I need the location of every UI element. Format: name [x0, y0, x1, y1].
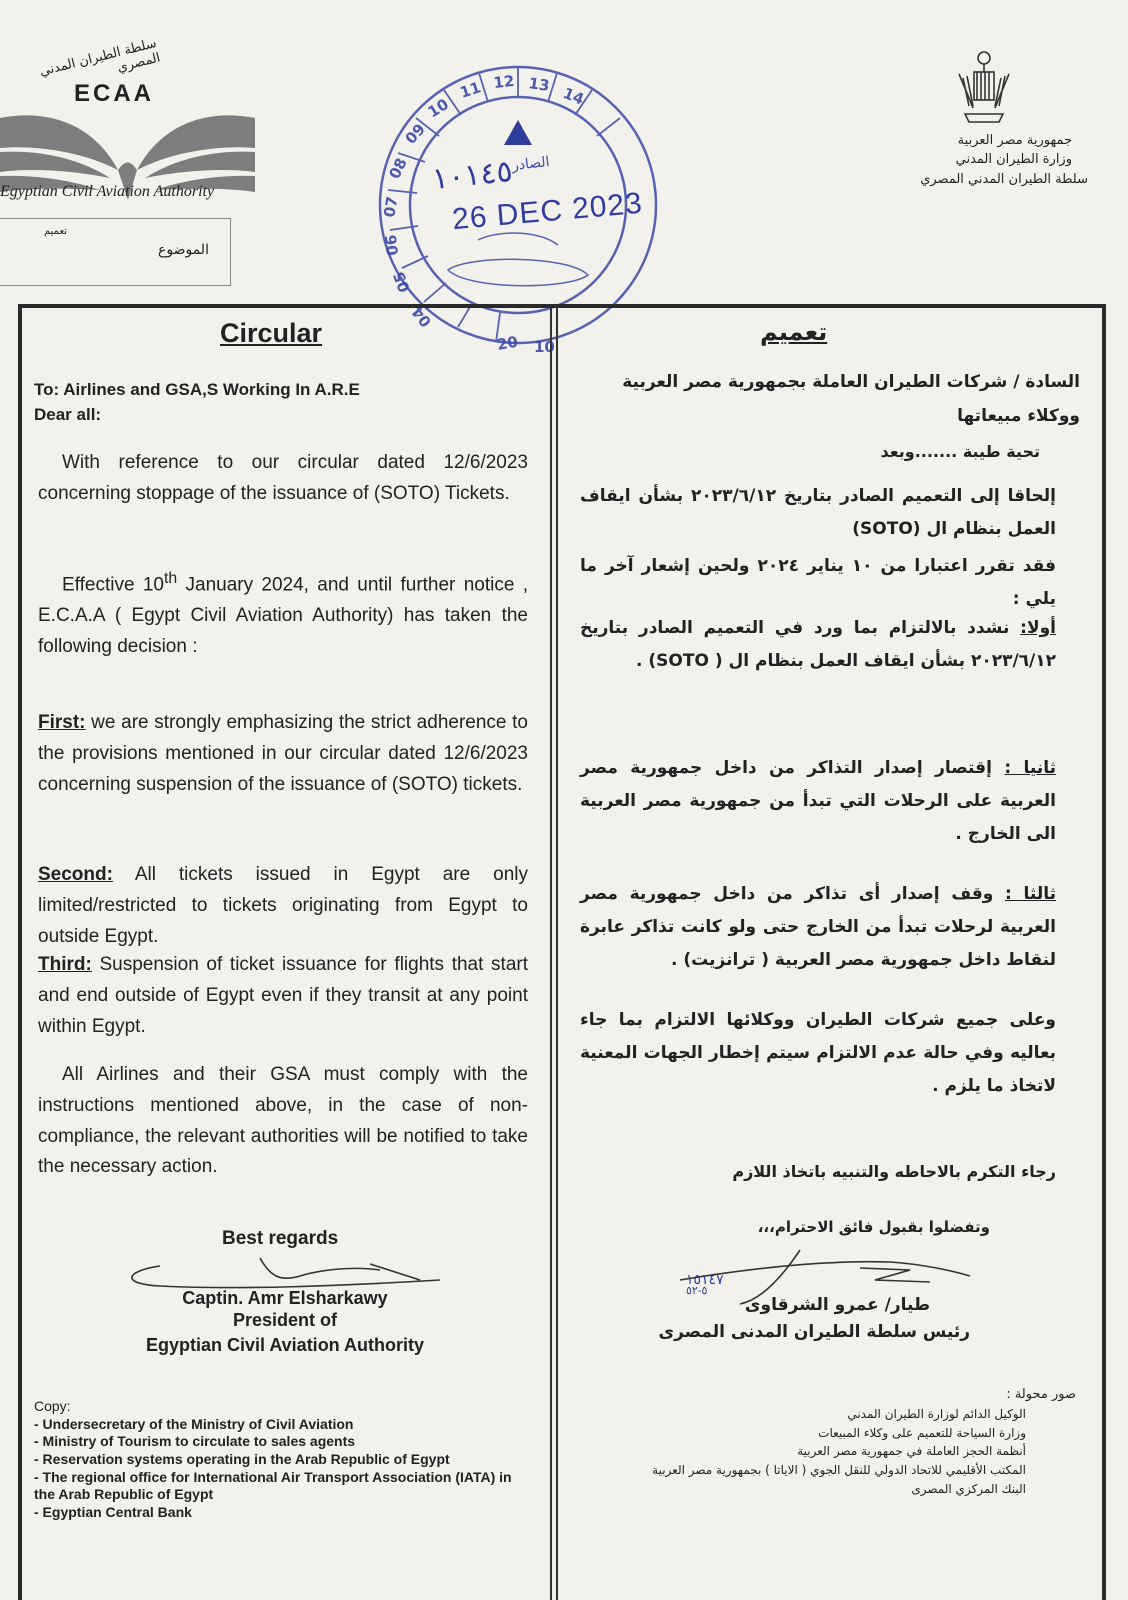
- first-text: we are strongly emphasizing the strict adherence to the provisions mentioned in our circular dated 12/6/2023 concerning suspension of the issuance of (SOTO) tickets.: [38, 712, 528, 795]
- svg-text:20: 20: [495, 332, 520, 354]
- arabic-title: تعميم: [760, 318, 828, 346]
- arabic-reference-paragraph: إلحاقا إلى التعميم الصادر بتاريخ ٢٠٢٣/٦/١٢ بشأن ايقاف العمل بنظام ال (SOTO): [580, 486, 1056, 540]
- gov-authority-name: سلطة الطيران المدني المصري: [920, 172, 1088, 187]
- svg-text:14: 14: [560, 84, 587, 109]
- english-second-point: [38, 860, 528, 952]
- second-label: Second:: [38, 864, 113, 885]
- svg-text:10: 10: [424, 95, 452, 122]
- svg-text:09: 09: [401, 120, 429, 148]
- english-reference-paragraph: With reference to our circular dated 12/6/2023 concerning stoppage of the issuance of (SOTO) Tickets.: [38, 452, 528, 504]
- arabic-copy-item: الوكيل الدائم لوزارة الطيران المدني: [847, 1407, 1026, 1422]
- handwritten-ref-line-1: ١٥١٤٧: [686, 1271, 724, 1287]
- english-title: Circular: [220, 318, 323, 348]
- arabic-first-point: [580, 612, 1056, 678]
- copy-item: - Egyptian Central Bank: [34, 1503, 192, 1520]
- arabic-copy-item: البنك المركزي المصرى: [911, 1481, 1026, 1496]
- svg-text:04: 04: [408, 303, 436, 331]
- arabic-first-text: نشدد بالالتزام بما ورد في التعميم الصادر بتاريخ ٢٠٢٣/٦/١٢ بشأن ايقاف العمل بنظام ال ( SOTO) .: [580, 618, 1056, 672]
- svg-text:08: 08: [385, 155, 411, 182]
- english-signer-name: Captin. Amr Elsharkawy: [182, 1288, 388, 1308]
- gov-republic-name: جمهورية مصر العربية: [957, 133, 1072, 148]
- english-dear-line: Dear all:: [34, 404, 102, 424]
- english-closing-paragraph: All Airlines and their GSA must comply with the instructions mentioned above, in the case of non- compliance, the relevant authorities will be notified to take the necessary action.: [38, 1064, 528, 1178]
- arabic-third-label: ثالثا :: [1005, 884, 1056, 904]
- arabic-effective-paragraph: فقد تقرر اعتبارا من ١٠ يناير ٢٠٢٤ ولحين إشعار آخر ما يلي :: [580, 556, 1056, 610]
- third-label: Third:: [38, 954, 92, 975]
- arabic-copy-heading: صور محولة :: [1006, 1387, 1076, 1402]
- gov-ministry-name: وزارة الطيران المدني: [955, 152, 1072, 167]
- english-signer-org: Egyptian Civil Aviation Authority: [145, 1335, 424, 1355]
- ecaa-abbreviation: ECAA: [74, 80, 155, 107]
- arabic-respect: وتفضلوا بقبول فائق الاحترام،،،: [757, 1218, 990, 1236]
- arabic-signer-title: رئيس سلطة الطيران المدنى المصرى: [658, 1322, 970, 1342]
- copy-item: - Reservation systems operating in the Arab Republic of Egypt: [34, 1450, 450, 1467]
- second-text: All tickets issued in Egypt are only limited/restricted to tickets originating from Egypt to outside Egypt.: [38, 864, 528, 947]
- arabic-third-point: [580, 878, 1056, 977]
- copy-item: - Undersecretary of the Ministry of Civil Aviation: [34, 1415, 354, 1432]
- subject-label: الموضوع: [158, 242, 209, 258]
- svg-text:12: 12: [492, 71, 516, 92]
- ecaa-english-name: Egyptian Civil Aviation Authority: [0, 183, 215, 200]
- english-third-point: [38, 950, 528, 1042]
- english-to-line: To: Airlines and GSA,S Working In A.R.E: [34, 380, 360, 399]
- eagle-emblem-icon: [955, 48, 1013, 126]
- stamp-outgoing-label: الصادر: [511, 154, 551, 174]
- english-regards: Best regards: [222, 1228, 339, 1249]
- svg-text:07: 07: [380, 195, 402, 219]
- arabic-copy-item: المكتب الأقليمي للاتحاد الدولي للنقل الجوي ( الاياتا ) بجمهورية مصر العربية: [652, 1462, 1026, 1477]
- arabic-second-point: [580, 752, 1056, 851]
- arabic-regards: رجاء التكرم بالاحاطه والتنبيه باتخاذ اللازم: [732, 1162, 1056, 1181]
- arabic-greeting: تحية طيبة .......وبعد: [880, 442, 1040, 461]
- stamp-date: 26 DEC 2023: [450, 186, 645, 237]
- svg-text:10: 10: [534, 338, 555, 356]
- effective-text-b: January 2024, and until further notice , E.C.A.A ( Egypt Civil Aviation Authority) has taken the following decision :: [38, 574, 529, 657]
- svg-text:06: 06: [381, 233, 402, 257]
- arabic-second-text: إقتصار إصدار التذاكر من داخل جمهورية مصر العربية على الرحلات التي تبدأ من جمهورية مصر العربية الى الخارج .: [580, 758, 1056, 845]
- english-addressee: [34, 378, 524, 427]
- english-first-point: [38, 708, 528, 800]
- ecaa-arabic-name: سلطة الطيران المدني المصري: [38, 35, 162, 80]
- arabic-third-text: وقف إصدار أى تذاكر من داخل جمهورية مصر العربية لرحلات تبدأ من الخارج حتى ولو كانت تذاكر عابرة لنقاط داخل جمهورية مصر العربية ( ترانزيت) .: [580, 884, 1056, 971]
- english-effective-paragraph: [38, 566, 528, 663]
- effective-text-a: Effective 10: [62, 574, 164, 596]
- arabic-copy-item: وزارة السياحة للتعميم على وكلاء المبيعات: [818, 1425, 1026, 1440]
- svg-text:11: 11: [457, 78, 484, 102]
- first-label: First:: [38, 712, 86, 733]
- arabic-signer-name: طيار/ عمرو الشرقاوى: [744, 1295, 930, 1315]
- arabic-first-label: أولا:: [1020, 618, 1056, 638]
- effective-superscript: th: [163, 570, 178, 587]
- arabic-copy-item: أنظمة الحجز العاملة في جمهورية مصر العربية: [797, 1444, 1026, 1459]
- english-copy-heading: Copy:: [34, 1398, 71, 1414]
- english-signer-title: President of: [232, 1310, 338, 1330]
- svg-text:05: 05: [389, 269, 414, 295]
- arabic-closing-paragraph: وعلى جميع شركات الطيران ووكلائها الالتزام بما جاء بعاليه وفي حالة عدم الالتزام سيتم إخطار الجهات المعنية لاتخاذ ما يلزم .: [580, 1010, 1056, 1097]
- copy-item: - The regional office for International Air Transport Association (IATA) in the Arab Republic of Egypt: [34, 1468, 512, 1503]
- arabic-copy-list: [580, 1385, 1076, 1498]
- handwritten-reference: [686, 1272, 724, 1297]
- stamp-number: ١٠١٤٥: [430, 154, 515, 197]
- handwritten-ref-line-2: ٥-٥٢: [686, 1285, 708, 1297]
- arabic-second-label: ثانيا :: [1004, 758, 1056, 778]
- svg-text:13: 13: [527, 74, 551, 95]
- third-text: Suspension of ticket issuance for flights that start and end outside of Egypt even if they transit at any point within Egypt.: [38, 954, 528, 1037]
- english-copy-list: [34, 1398, 534, 1521]
- subject-small-text: تعميم: [44, 226, 68, 237]
- copy-item: - Ministry of Tourism to circulate to sales agents: [34, 1433, 356, 1450]
- arabic-addressee: السادة / شركات الطيران العاملة بجمهورية مصر العربية ووكلاء مبيعاتها: [622, 372, 1080, 426]
